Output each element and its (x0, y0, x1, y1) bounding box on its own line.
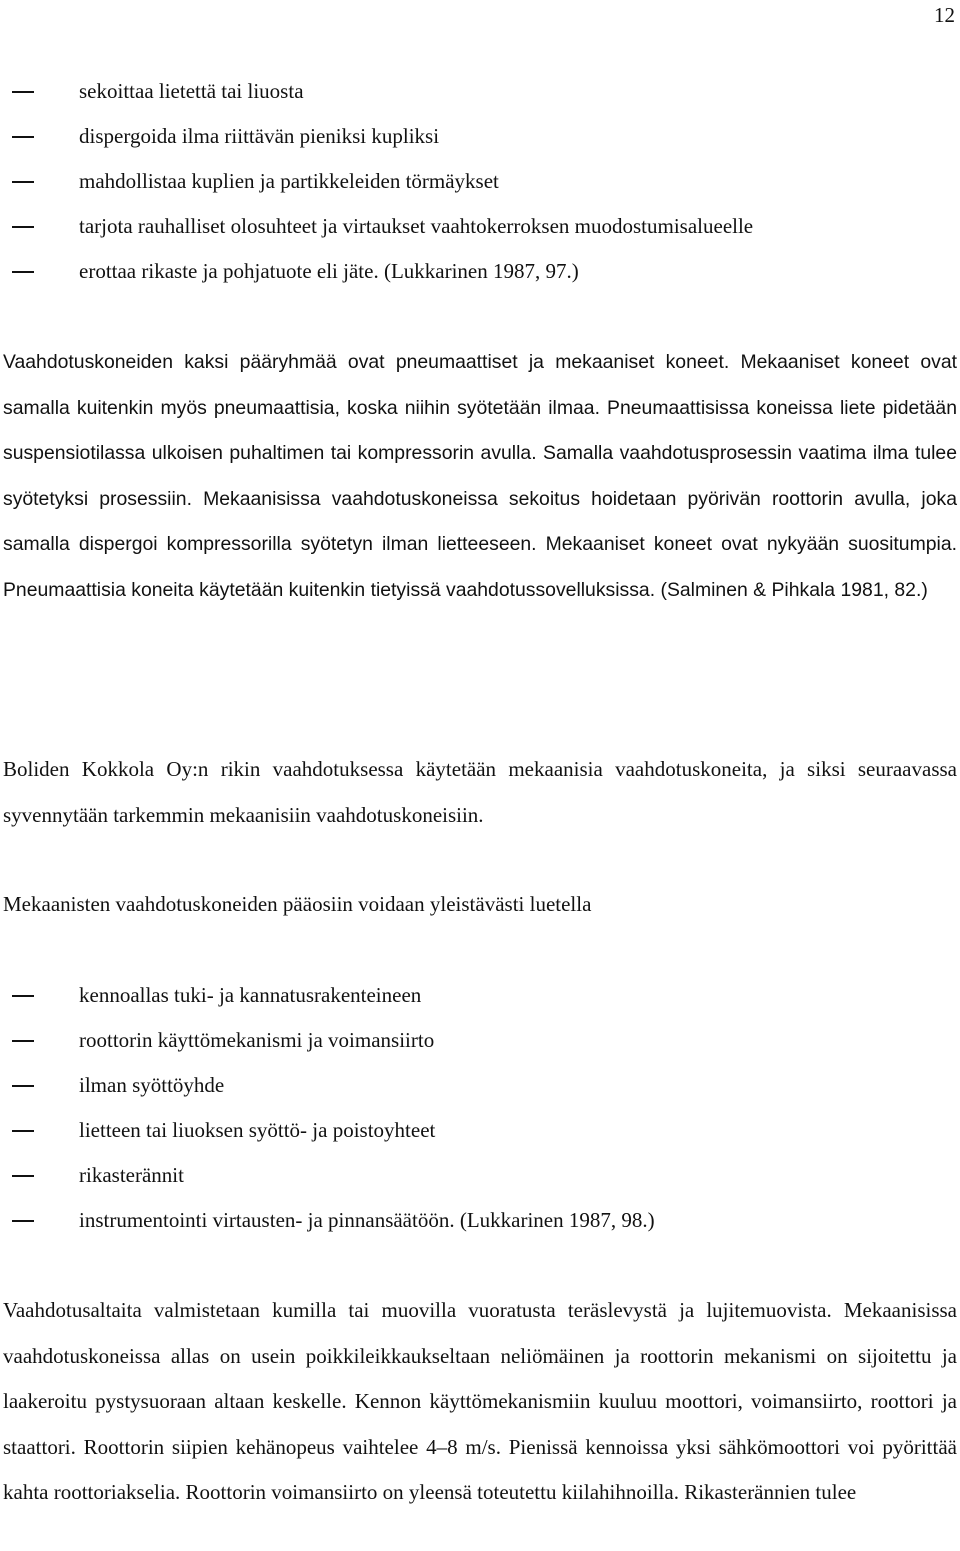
list-item-text: rikasterännit (79, 1163, 184, 1187)
dash-bullet (12, 1040, 34, 1042)
list-item-text: instrumentointi virtausten- ja pinnansäätöön. (Lukkarinen 1987, 98.) (79, 1208, 655, 1232)
dash-bullet (12, 1085, 34, 1087)
paragraph-boliden: Boliden Kokkola Oy:n rikin vaahdotuksessa käytetään mekaanisia vaahdotuskoneita, ja siksi seuraavassa syvennytään tarkemmin mekaanisiin vaahdotuskoneisiin. (3, 757, 957, 827)
list-item-text: roottorin käyttömekanismi ja voimansiirto (79, 1028, 435, 1052)
function-list (0, 69, 960, 294)
dash-bullet (12, 995, 34, 997)
list-item (0, 1018, 960, 1063)
main-parts-list (0, 973, 960, 1243)
list-item (0, 1108, 960, 1153)
dash-bullet (12, 271, 34, 273)
dash-bullet (12, 226, 34, 228)
dash-bullet (12, 1175, 34, 1177)
dash-bullet (12, 1220, 34, 1222)
list-item-text: kennoallas tuki- ja kannatusrakenteineen (79, 983, 422, 1007)
dash-bullet (12, 1130, 34, 1132)
dash-bullet (12, 91, 34, 93)
list-item-text: sekoittaa lietettä tai liuosta (79, 79, 304, 103)
list-item (0, 249, 960, 294)
list-item (0, 159, 960, 204)
list-item (0, 1198, 960, 1243)
paragraph-main-parts-intro: Mekaanisten vaahdotuskoneiden pääosiin voidaan yleistävästi luetella (3, 892, 592, 916)
list-item-text: lietteen tai liuoksen syöttö- ja poistoyhteet (79, 1118, 436, 1142)
paragraph-machine-types: Vaahdotuskoneiden kaksi pääryhmää ovat pneumaattiset ja mekaaniset koneet. Mekaaniset koneet ovat samalla kuitenkin myös pneumaattisia, koska niihin syötetään ilmaa. Pneumaattisissa koneissa liete pidetään suspensiotilassa ulkoisen puhaltimen tai kompressorin avulla. Samalla vaahdotusprosessin vaatima ilma tulee syötetyksi prosessiin. Mekaanisissa vaahdotuskoneissa sekoitus hoidetaan pyörivän roottorin avulla, joka samalla dispergoi kompressorilla syötetyn ilman lietteeseen. Mekaaniset koneet ovat nykyään suositumpia. Pneumaattisia koneita käytetään kuitenkin tietyissä vaahdotussovelluksissa. (Salminen & Pihkala 1981, 82.) (3, 351, 957, 601)
list-item (0, 973, 960, 1018)
list-item-text: mahdollistaa kuplien ja partikkeleiden törmäykset (79, 169, 499, 193)
list-item (0, 204, 960, 249)
dash-bullet (12, 181, 34, 183)
paragraph-flotation-tanks: Vaahdotusaltaita valmistetaan kumilla tai muovilla vuoratusta teräslevystä ja lujitemuovista. Mekaanisissa vaahdotuskoneissa allas on usein poikkileikkaukseltaan neliömäinen ja roottorin mekanismi on sijoitettu ja laakeroitu pystysuoraan altaan keskelle. Kennon käyttömekanismiin kuuluu moottori, voimansiirto, roottori ja staattori. Roottorin siipien kehänopeus vaihtelee 4–8 m/s. Pienissä kennoissa yksi sähkömoottori voi pyörittää kahta roottoriakselia. Roottorin voimansiirto on yleensä toteutettu kiilahihnoilla. Rikasterännien tulee (3, 1298, 957, 1504)
list-item (0, 1063, 960, 1108)
list-item (0, 69, 960, 114)
list-item-text: ilman syöttöyhde (79, 1073, 225, 1097)
list-item (0, 1153, 960, 1198)
list-item-text: erottaa rikaste ja pohjatuote eli jäte. (Lukkarinen 1987, 97.) (79, 259, 579, 283)
list-item-text: dispergoida ilma riittävän pieniksi kupliksi (79, 124, 440, 148)
dash-bullet (12, 136, 34, 138)
page-number: 12 (934, 3, 955, 27)
list-item-text: tarjota rauhalliset olosuhteet ja virtaukset vaahtokerroksen muodostumisalueelle (79, 214, 754, 238)
list-item (0, 114, 960, 159)
